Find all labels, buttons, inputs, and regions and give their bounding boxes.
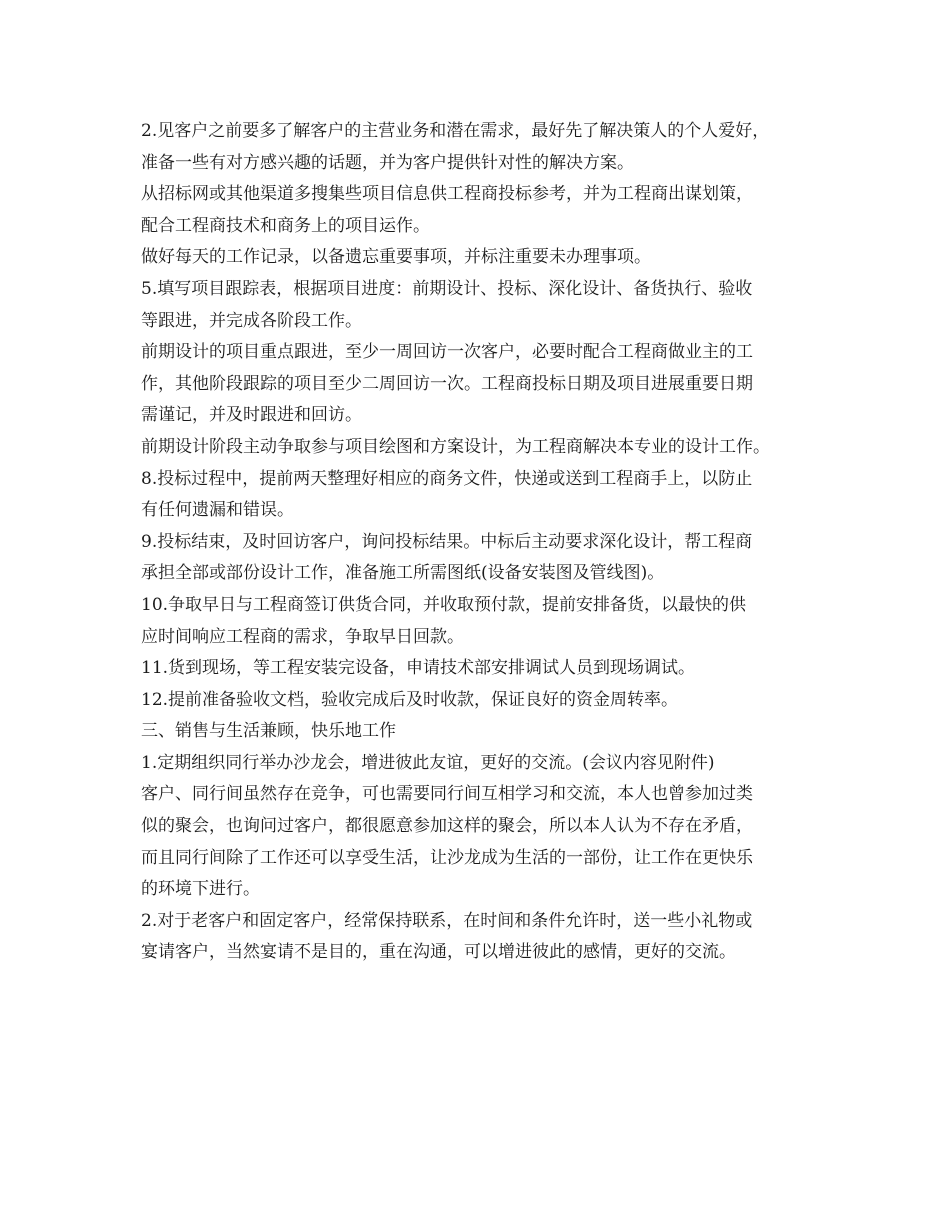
text-line: 有任何遗漏和错误。 [141,500,294,521]
section-heading: 三、销售与生活兼顾，快乐地工作 [141,721,396,742]
text-line: 从招标网或其他渠道多搜集些项目信息供工程商投标参考，并为工程商出谋划策， [141,184,753,205]
text-line: 作，其他阶段跟踪的项目至少二周回访一次。工程商投标日期及项目进展重要日期 [141,373,753,394]
text-line: 前期设计的项目重点跟进，至少一周回访一次客户，必要时配合工程商做业主的工 [141,342,753,363]
text-line: 2.见客户之前要多了解客户的主营业务和潜在需求，最好先了解决策人的个人爱好， [141,121,770,141]
text-line: 宴请客户，当然宴请不是目的，重在沟通，可以增进彼此的感情，更好的交流。 [141,942,736,963]
text-line: 的环境下进行。 [141,879,260,900]
text-line: 11.货到现场，等工程安装完设备，申请技术部安排调试人员到现场调试。 [141,658,696,679]
text-line: 10.争取早日与工程商签订供货合同，并收取预付款，提前安排备货，以最快的供 [141,594,747,615]
text-line: 准备一些有对方感兴趣的话题，并为客户提供针对性的解决方案。 [141,152,634,173]
text-line: 8.投标过程中，提前两天整理好相应的商务文件，快递或送到工程商手上，以防止 [141,468,753,489]
text-line: 配合工程商技术和商务上的项目运作。 [141,215,430,236]
text-line: 等跟进，并完成各阶段工作。 [141,310,362,331]
text-line: 承担全部或部份设计工作，准备施工所需图纸(设备安装图及管线图)。 [141,563,665,584]
text-line: 而且同行间除了工作还可以享受生活，让沙龙成为生活的一部份，让工作在更快乐 [141,847,753,868]
document-body [141,116,831,969]
text-line: 5.填写项目跟踪表，根据项目进度：前期设计、投标、深化设计、备货执行、验收 [141,278,753,299]
text-line: 应时间响应工程商的需求，争取早日回款。 [141,626,464,647]
text-line: 12.提前准备验收文档，验收完成后及时收款，保证良好的资金周转率。 [141,689,679,710]
text-line: 客户、同行间虽然存在竞争，可也需要同行间互相学习和交流，本人也曾参加过类 [141,784,753,805]
text-line: 做好每天的工作记录，以备遗忘重要事项，并标注重要未办理事项。 [141,247,651,268]
text-line: 需谨记，并及时跟进和回访。 [141,405,362,426]
text-line: 前期设计阶段主动争取参与项目绘图和方案设计，为工程商解决本专业的设计工作。 [141,436,770,457]
text-line: 似的聚会，也询问过客户，都很愿意参加这样的聚会，所以本人认为不存在矛盾， [141,816,753,837]
text-line: 1.定期组织同行举办沙龙会，增进彼此友谊，更好的交流。(会议内容见附件) [141,752,715,773]
text-line: 2.对于老客户和固定客户，经常保持联系，在时间和条件允许时，送一些小礼物或 [141,910,753,931]
text-line: 9.投标结束，及时回访客户，询问投标结果。中标后主动要求深化设计，帮工程商 [141,531,753,552]
